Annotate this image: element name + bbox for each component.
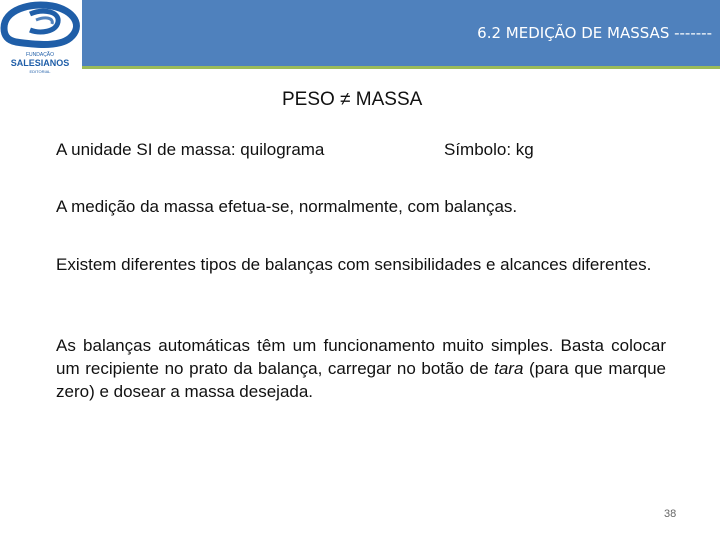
- logo-text-main: SALESIANOS: [10, 58, 70, 68]
- paragraph-3-end: (para que marque zero) e dosear a massa desejada.: [56, 359, 666, 401]
- symbol-text: Símbolo: kg: [444, 140, 534, 159]
- unit-text: A unidade SI de massa: quilograma: [56, 140, 325, 159]
- page-number: 38: [664, 508, 677, 520]
- paragraph-3-italic: tara: [494, 359, 524, 378]
- header-accent-line: [82, 66, 720, 69]
- slide-subtitle: PESO ≠ MASSA: [282, 89, 423, 110]
- logo-mark-icon: [4, 5, 76, 45]
- paragraph-3: [56, 334, 666, 403]
- salesianos-logo: [0, 0, 82, 78]
- paragraph-1: A medição da massa efetua-se, normalmente, com balanças.: [56, 197, 518, 216]
- paragraph-2: Existem diferentes tipos de balanças com sensibilidades e alcances diferentes.: [56, 255, 652, 274]
- paragraph-3-start: As balanças automáticas têm um funcionamento muito simples. Basta colocar um recipiente no prato da balança, carregar no botão de: [56, 336, 666, 378]
- logo-text-top: FUNDAÇÃO: [25, 52, 55, 58]
- logo-text-bottom: EDITORIAL: [29, 69, 51, 74]
- header-title: 6.2 MEDIÇÃO DE MASSAS -------: [477, 24, 712, 42]
